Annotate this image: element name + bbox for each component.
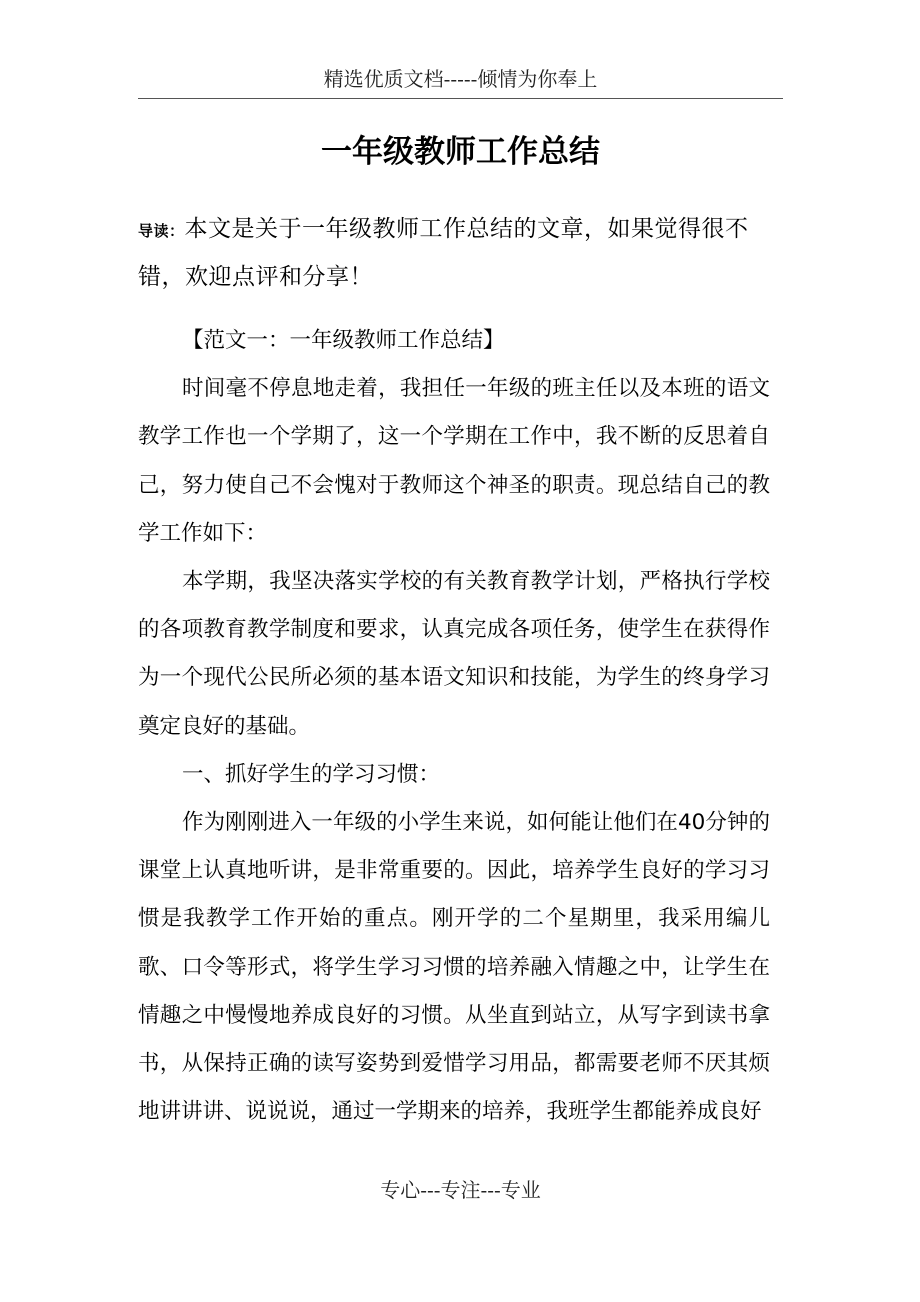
header-divider: [138, 98, 783, 99]
body-paragraph: 本学期，我坚决落实学校的有关教育教学计划，严格执行学校的各项教育教学制度和要求，认真完成各项任务，使学生在获得作为一个现代公民所必须的基本语文知识和技能，为学生的终身学习奠定良好的基础。: [138, 569, 770, 739]
body-paragraph: 作为刚刚进入一年级的小学生来说，如何能让他们在40分钟的课堂上认真地听讲，是非常重要的。因此，培养学生良好的学习习惯是我教学工作开始的重点。刚开学的二个星期里，我采用编儿歌、口令等形式，将学生学习习惯的培养融入情趣之中，让学生在情趣之中慢慢地养成良好的习惯。从坐直到站立，从写字到读书拿书，从保持正确的读写姿势到爱惜学习用品，都需要老师不厌其烦地讲讲讲、说说说，通过一学期来的培养，我班学生都能养成良好: [138, 810, 770, 1125]
body-paragraph: 时间毫不停息地走着，我担任一年级的班主任以及本班的语文教学工作也一个学期了，这一个学期在工作中，我不断的反思着自己，努力使自己不会愧对于教师这个神圣的职责。现总结自己的教学工作如下：: [138, 376, 770, 546]
document-body: [138, 317, 770, 1136]
intro-paragraph: [138, 206, 778, 300]
page-footer: 专心---专注---专业: [380, 1178, 541, 1202]
document-title: 一年级教师工作总结: [321, 134, 600, 170]
intro-text: 本文是关于一年级教师工作总结的文章，如果觉得很不错，欢迎点评和分享！: [138, 216, 749, 290]
intro-label: 导读：: [138, 222, 185, 240]
page-header: 精选优质文档-----倾情为你奉上: [323, 67, 598, 91]
section-heading: 【范文一：一年级教师工作总结】: [182, 328, 505, 353]
subsection-heading: 一、抓好学生的学习习惯：: [182, 761, 441, 787]
